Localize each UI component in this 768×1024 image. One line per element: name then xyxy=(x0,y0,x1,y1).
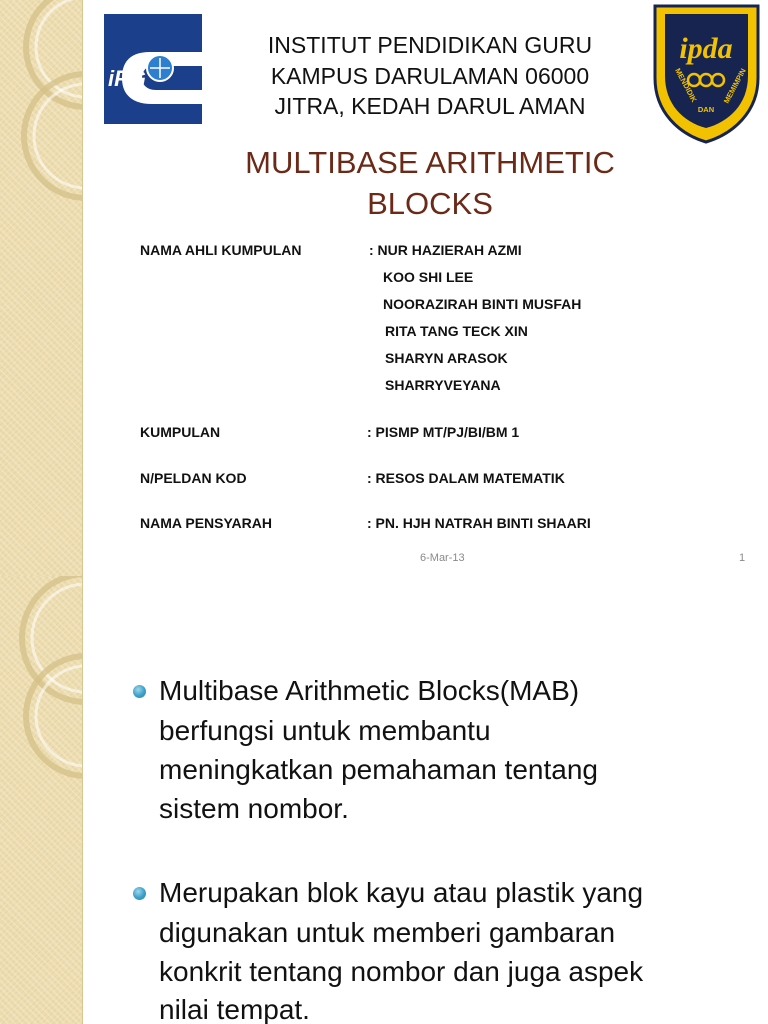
peldan-label: N/PELDAN KOD xyxy=(140,470,247,486)
members-label: NAMA AHLI KUMPULAN xyxy=(140,242,302,258)
slide-date: 6-Mar-13 xyxy=(420,552,465,564)
bullet-text-line: Multibase Arithmetic Blocks(MAB) xyxy=(159,675,580,706)
bullet-icon xyxy=(133,685,146,698)
decorative-rings xyxy=(0,0,82,576)
kumpulan-value: : PISMP MT/PJ/BI/BM 1 xyxy=(367,424,520,440)
ipda-motto-right: MEMIMPIN xyxy=(721,66,748,105)
slide-title-line1: MULTIBASE ARITHMETIC xyxy=(245,145,615,180)
decorative-rings xyxy=(0,576,82,1024)
ipda-motto-mid: DAN xyxy=(697,105,715,114)
ipg-logo-text: iPG xyxy=(108,66,146,91)
bullet-text-line: Merupakan blok kayu atau plastik yang xyxy=(159,877,644,908)
bullet-text-line: sistem nombor. xyxy=(159,793,349,824)
ipda-crest-text: ipda xyxy=(679,32,733,65)
bullet-text-line: meningkatkan pemahaman tentang xyxy=(159,754,598,785)
bullet-text-line: konkrit tentang nombor dan juga aspek xyxy=(159,956,644,987)
peldan-value: : RESOS DALAM MATEMATIK xyxy=(367,470,565,486)
member-name: : NUR HAZIERAH AZMI xyxy=(369,242,522,258)
member-name: KOO SHI LEE xyxy=(383,269,474,285)
member-name: RITA TANG TECK XIN xyxy=(385,323,528,339)
ipg-logo xyxy=(94,6,208,130)
institute-name-line1: INSTITUT PENDIDIKAN GURU xyxy=(267,32,593,58)
bullet-text-line: digunakan untuk memberi gambaran xyxy=(159,917,616,948)
ipda-motto-left: MENDIDIK xyxy=(673,66,699,104)
member-name: NOORAZIRAH BINTI MUSFAH xyxy=(383,296,582,312)
pensyarah-value: : PN. HJH NATRAH BINTI SHAARI xyxy=(367,515,591,531)
bullet-text-line: berfungsi untuk membantu xyxy=(159,715,491,746)
slide-title-line2: BLOCKS xyxy=(367,186,493,221)
decorative-side-strip xyxy=(0,576,83,1024)
bullet-icon xyxy=(133,887,146,900)
pensyarah-label: NAMA PENSYARAH xyxy=(140,515,272,531)
kumpulan-label: KUMPULAN xyxy=(140,424,221,440)
member-name: SHARRYVEYANA xyxy=(385,377,501,393)
slide-content xyxy=(0,576,768,1024)
slide-number: 1 xyxy=(739,552,746,564)
institute-name-line2: KAMPUS DARULAMAN 06000 xyxy=(270,63,590,89)
bullet-text-line: nilai tempat. xyxy=(159,994,310,1024)
institute-name-line3: JITRA, KEDAH DARUL AMAN xyxy=(274,93,586,119)
decorative-side-strip xyxy=(0,0,83,576)
ipda-crest-logo xyxy=(647,0,766,146)
member-name: SHARYN ARASOK xyxy=(385,350,508,366)
